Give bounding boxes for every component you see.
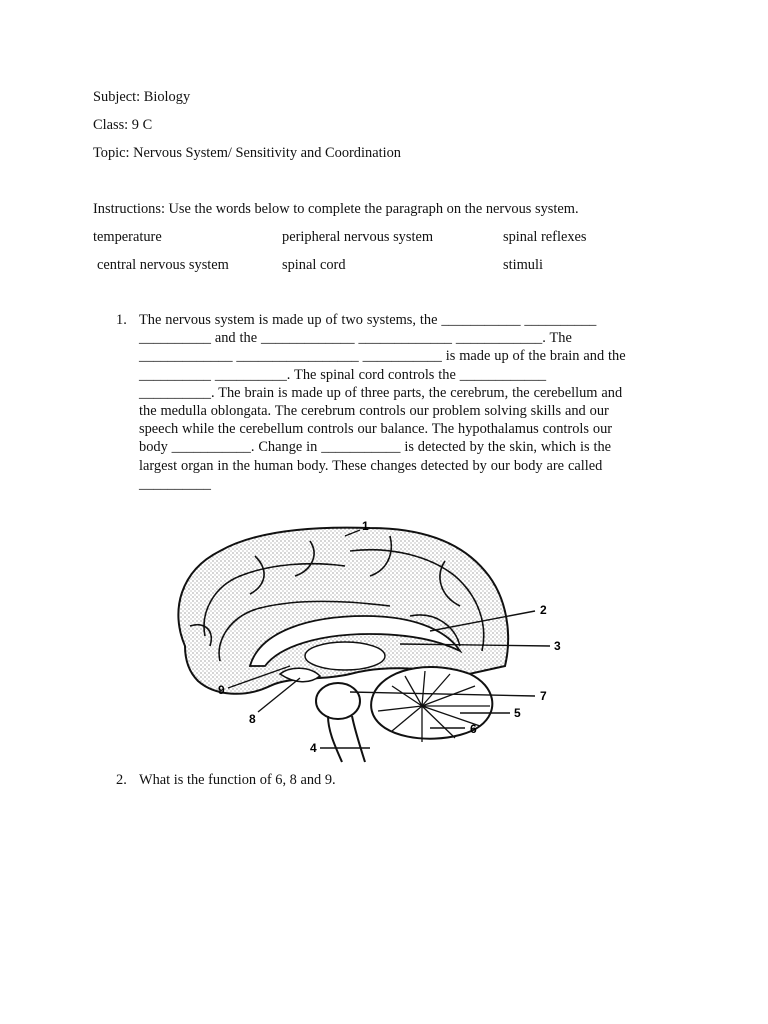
paragraph-line: __________. The brain is made up of three parts, the cerebrum, the cerebellum and: [139, 384, 623, 401]
diagram-label-4: 4: [310, 741, 317, 755]
class-line: Class: 9 C: [93, 117, 153, 133]
word-bank-item: spinal cord: [282, 257, 346, 273]
diagram-label-1: 1: [362, 519, 369, 533]
diagram-label-7: 7: [540, 689, 547, 703]
paragraph-line: __________ __________. The spinal cord controls the ____________: [139, 366, 547, 383]
paragraph-line: largest organ in the human body. These changes detected by our body are called: [139, 457, 603, 474]
diagram-label-2: 2: [540, 603, 547, 617]
paragraph-line: speech while the cerebellum controls our balance. The hypothalamus controls our: [139, 421, 613, 438]
diagram-label-9: 9: [218, 683, 225, 697]
word-bank-item: peripheral nervous system: [282, 229, 434, 245]
paragraph-line: the medulla oblongata. The cerebrum controls our problem solving skills and our: [139, 403, 609, 420]
diagram-label-3: 3: [554, 639, 561, 653]
word-bank-item: temperature: [93, 229, 162, 245]
paragraph-line: The nervous system is made up of two systems, the ___________ __________: [139, 312, 597, 328]
question-2-text: What is the function of 6, 8 and 9.: [139, 772, 336, 788]
question-1-paragraph: [139, 311, 679, 493]
topic-line: Topic: Nervous System/ Sensitivity and Coordination: [93, 145, 401, 161]
subject-line: Subject: Biology: [93, 89, 191, 105]
paragraph-line: __________: [139, 475, 211, 492]
question-number: 2.: [116, 772, 127, 788]
diagram-label-5: 5: [514, 706, 521, 720]
thalamus-shape: [305, 642, 385, 670]
diagram-label-8: 8: [249, 712, 256, 726]
paragraph-line: body ___________. Change in ___________ is detected by the skin, which is the: [139, 439, 612, 456]
paragraph-line: __________ and the _____________ _____________ ____________. The: [139, 330, 572, 347]
word-bank-item: stimuli: [503, 257, 543, 273]
question-number: 1.: [116, 312, 127, 328]
brainstem-shape: [328, 716, 365, 762]
brain-diagram: [160, 516, 570, 764]
instructions: Instructions: Use the words below to complete the paragraph on the nervous system.: [93, 201, 579, 217]
diagram-label-6: 6: [470, 722, 477, 736]
word-bank-item: spinal reflexes: [503, 229, 587, 245]
paragraph-line: _____________ _________________ ___________ is made up of the brain and the: [139, 348, 626, 365]
word-bank-item: central nervous system: [97, 257, 229, 273]
pons-shape: [316, 683, 360, 719]
